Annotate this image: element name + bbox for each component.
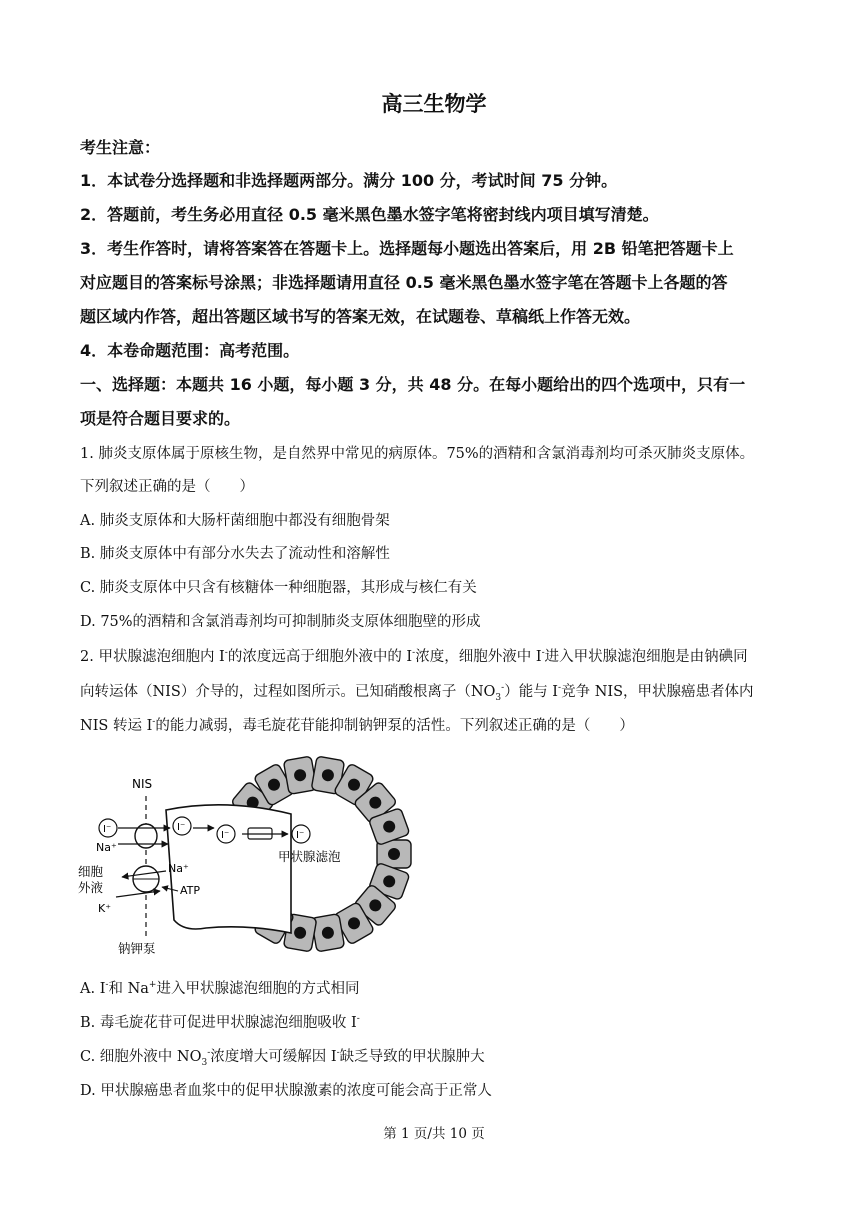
extracellular-label-1: 细胞 [78, 864, 104, 879]
q2-option-a: A. I-和 Na+进入甲状腺滤泡细胞的方式相同 [80, 980, 360, 997]
atp-label: ATP [180, 884, 201, 897]
notice-heading: 考生注意： [80, 138, 161, 157]
follicle-label: 甲状腺滤泡 [278, 849, 341, 864]
q2-option-c: C. 细胞外液中 $NO_3^-$浓度增大可缓解因 I-缺乏导致的甲状腺肿大 [80, 1048, 485, 1068]
iodide-cytosol-label: I⁻ [177, 822, 186, 833]
q2-option-b: B. 毒毛旋花苷可促进甲状腺滤泡细胞吸收 I- [80, 1014, 360, 1031]
na-pump-label: Na⁺ [168, 862, 189, 875]
k-label: K⁺ [98, 902, 112, 915]
notice-item-3: 3．考生作答时，请将答案答在答题卡上。选择题每小题选出答案后，用 2B 铅笔把答题卡上 [80, 239, 734, 258]
notice-item-3-cont-2: 题区域内作答，超出答题区域书写的答案无效，在试题卷、草稿纸上作答无效。 [80, 307, 641, 326]
iodide-lumen-label: I⁻ [296, 830, 305, 841]
follicle-cell [283, 756, 316, 794]
q2-stem-line-1: 2. 甲状腺滤泡细胞内 I-的浓度远高于细胞外液中的 I-浓度，细胞外液中 I-进入甲状腺滤泡细胞是由钠碘同 [80, 648, 748, 665]
iodide-apical-label: I⁻ [221, 830, 230, 841]
follicle-cell [311, 914, 344, 952]
q1-option-a: A. 肺炎支原体和大肠杆菌细胞中都没有细胞骨架 [80, 513, 390, 529]
thyroid-follicle-diagram [76, 748, 436, 963]
q1-stem-line-1: 1. 肺炎支原体属于原核生物，是自然界中常见的病原体。75%的酒精和含氯消毒剂均可杀灭肺炎支原体。 [80, 446, 755, 462]
k-influx-arrow [116, 891, 160, 897]
iodide-outside-label: I⁻ [103, 824, 112, 835]
q2-option-d: D. 甲状腺癌患者血浆中的促甲状腺激素的浓度可能会高于正常人 [80, 1083, 492, 1099]
nis-label: NIS [132, 777, 153, 791]
section-heading-line-2: 项是符合题目要求的。 [80, 409, 241, 428]
page-footer: 第 1 页/共 10 页 [383, 1126, 485, 1142]
na-outside-label: Na⁺ [96, 841, 117, 854]
extracellular-label-2: 外液 [78, 880, 104, 895]
pump-label: 钠钾泵 [118, 941, 156, 956]
section-heading-line-1: 一、选择题：本题共 16 小题，每小题 3 分，共 48 分。在每小题给出的四个选项中，只有一 [80, 375, 746, 394]
q2-stem-line-3: NIS 转运 I-的能力减弱，毒毛旋花苷能抑制钠钾泵的活性。下列叙述正确的是（ ） [80, 717, 634, 734]
q2-stem-line-2: 向转运体（NIS）介导的，过程如图所示。已知硝酸根离子$(NO_3^-)$能与 I-竞争 NIS，甲状腺癌患者体内 [80, 683, 754, 703]
notice-item-1: 1．本试卷分选择题和非选择题两部分。满分 100 分，考试时间 75 分钟。 [80, 171, 618, 190]
q1-option-b: B. 肺炎支原体中有部分水失去了流动性和溶解性 [80, 546, 390, 562]
page-title: 高三生物学 [381, 92, 487, 116]
notice-item-3-cont-1: 对应题目的答案标号涂黑；非选择题请用直径 0.5 毫米黑色墨水签字笔在答题卡上各题的答 [80, 273, 728, 292]
notice-item-2: 2．答题前，考生务必用直径 0.5 毫米黑色墨水签字笔将密封线内项目填写清楚。 [80, 205, 659, 224]
q1-option-d: D. 75%的酒精和含氯消毒剂均可抑制肺炎支原体细胞壁的形成 [80, 614, 481, 630]
q1-stem-line-2: 下列叙述正确的是（ ） [80, 479, 254, 495]
notice-item-4: 4．本卷命题范围：高考范围。 [80, 341, 300, 360]
q1-option-c: C. 肺炎支原体中只含有核糖体一种细胞器，其形成与核仁有关 [80, 580, 477, 596]
